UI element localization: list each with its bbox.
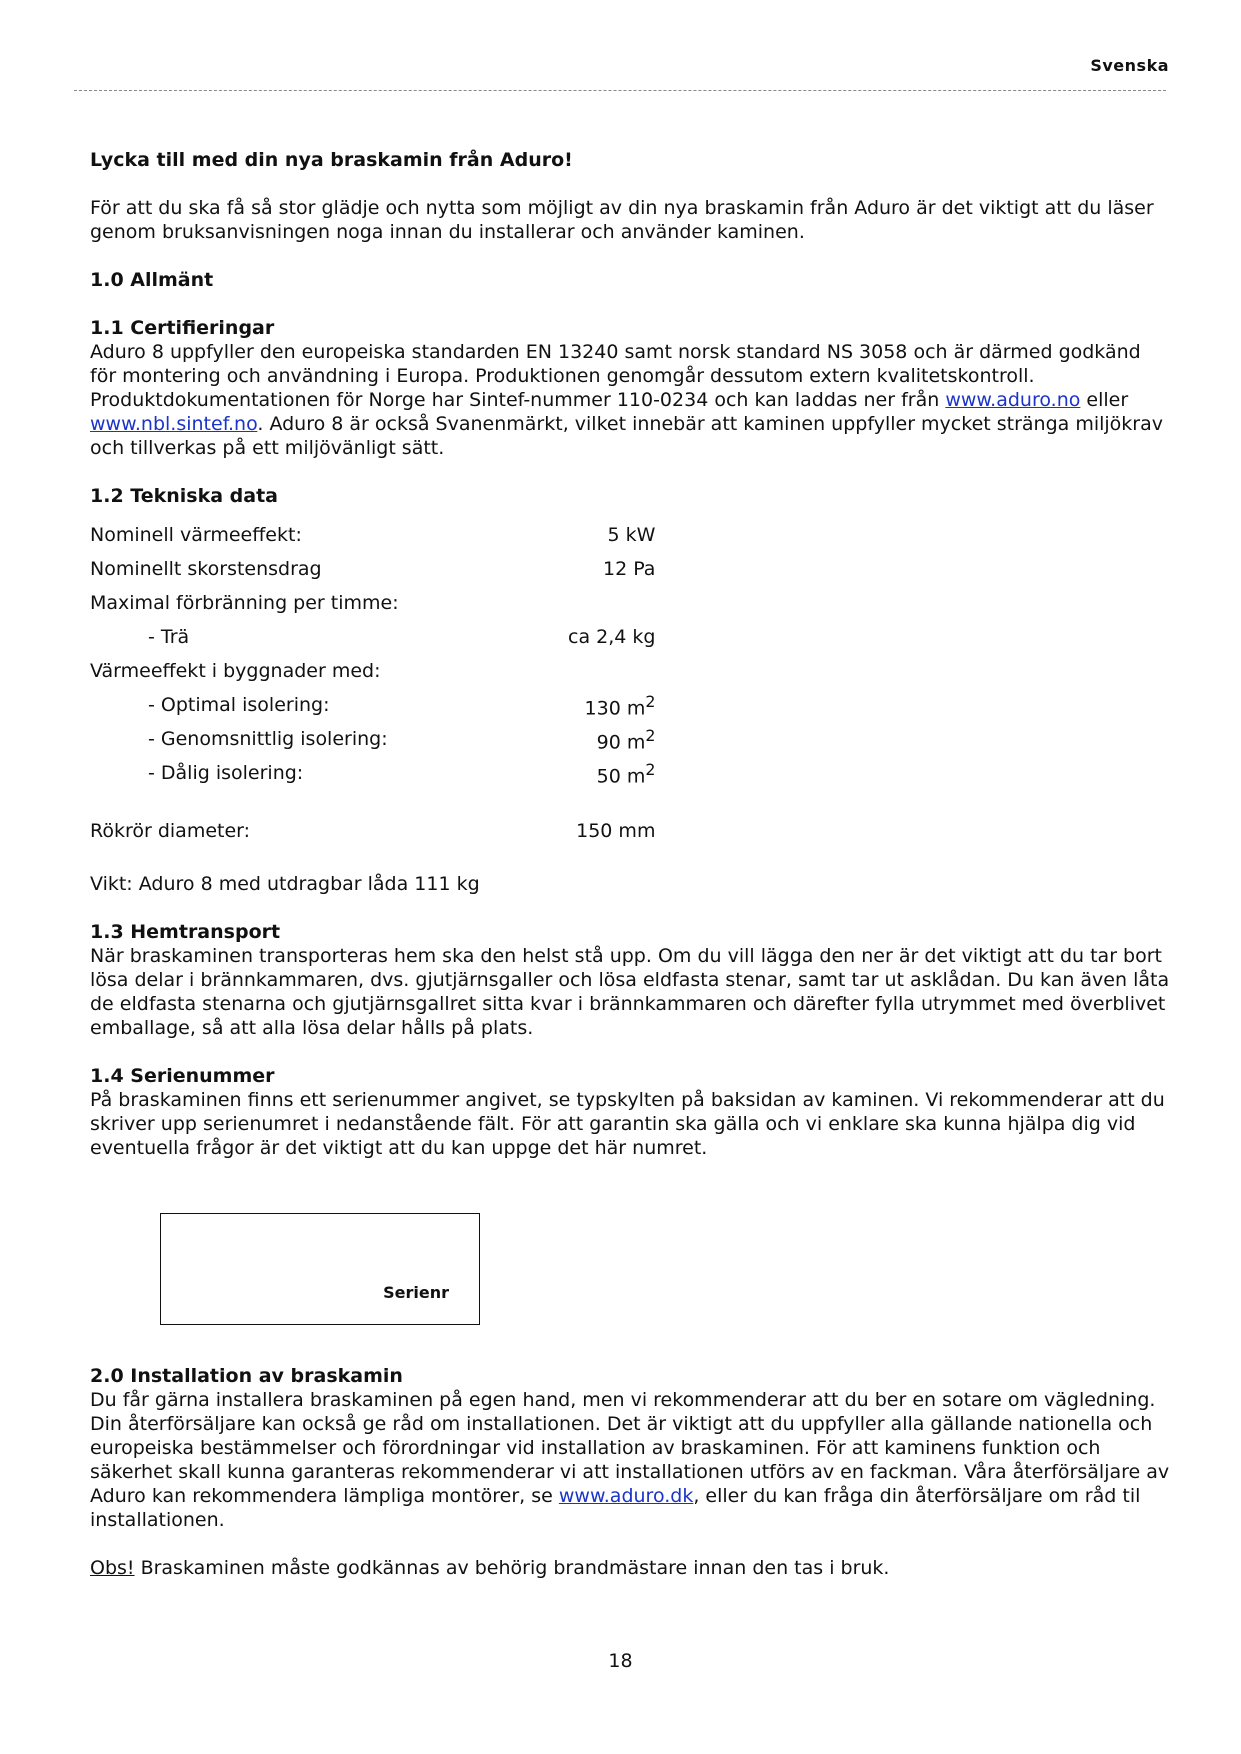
intro-text: För att du ska få så stor glädje och nytta som möjligt av din nya braskamin från Aduro är det viktigt att du läser genom bruksanvisningen noga innan du installerar och använder kaminen. [90,197,1154,243]
installation-section [90,1364,1170,1580]
value-superscript: 2 [645,759,656,779]
section-2-heading: 2.0 Installation av braskamin [90,1365,403,1387]
intro-title: Lycka till med din nya braskamin från Aduro! [90,149,573,171]
table-row [90,722,655,756]
value-text: 130 m [584,697,646,720]
obs-label: Obs! [90,1557,135,1579]
weight-text: Vikt: Aduro 8 med utdragbar låda 111 kg [90,873,480,895]
install-text-b: , eller du kan fråga din återförsäljare om råd til installationen. [90,1485,1141,1531]
table-row [90,518,655,552]
section-1-heading: 1.0 Allmänt [90,269,214,291]
table-row [90,552,655,586]
row-label: - Genomsnittlig isolering: [148,728,388,750]
cert-text-a: Aduro 8 uppfyller den europeiska standarden EN 13240 samt norsk standard NS 3058 och är därmed godkänd för montering och användning i Europa. Produktionen genomgår dessutom extern kvalitetskontroll. Produktdokumentationen för Norge har Sintef-nummer 110-0234 och kan laddas ner från [90,341,1141,411]
row-value: 150 mm [576,820,656,842]
obs-note [90,1556,1170,1580]
section-1-3-text: När braskaminen transporteras hem ska den helst stå upp. Om du vill lägga den ner är det viktigt att du tar bort lösa delar i brännkammaren, dvs. gjutjärnsgaller och lösa eldfasta stenar, samt tar ut asklådan. Du kan även låta de eldfasta stenarna och gjutjärnsgallret sitta kvar i brännkammaren och därefter fylla utrymmet med överblivet emballage, så att alla lösa delar hålls på plats. [90,945,1170,1039]
section-1-1-text [90,340,1170,460]
row-value [568,586,655,620]
section-1-3-heading: 1.3 Hemtransport [90,921,281,943]
cert-text-b: eller [1080,389,1129,411]
row-label: - Dålig isolering: [148,762,304,784]
install-text-a: Du får gärna installera braskaminen på egen hand, men vi rekommenderar att du ber en sotare om vägledning. Din återförsäljare kan också ge råd om installationen. Det är viktigt att du uppfyller alla gällande nationella och europeiska bestämmelser och förordningar vid installation av braskaminen. För att kaminens funktion och säkerhet skall kunna garanteras rekommenderar vi att installationen utförs av en fackman. Våra återförsäljare av Aduro kan rekommendera lämpliga montörer, se [90,1389,1170,1507]
row-label: Nominell värmeeffekt: [90,524,302,546]
row-label: Värmeeffekt i byggnader med: [90,660,381,682]
row-value: ca 2,4 kg [568,626,656,648]
table-row [90,586,655,620]
row-label: - Optimal isolering: [148,694,330,716]
header-language: Svenska [1090,56,1169,75]
value-text: 90 m [596,731,646,754]
serial-number-box [160,1213,480,1325]
technical-data-table [90,518,655,848]
table-row [90,620,655,654]
link-nbl-sintef[interactable]: www.nbl.sintef.no [90,413,258,435]
table-spacer [90,790,655,814]
value-superscript: 2 [645,691,656,711]
obs-text: Braskaminen måste godkännas av behörig brandmästare innan den tas i bruk. [134,1557,890,1579]
value-text: 50 m [596,765,646,788]
page-number: 18 [608,1650,633,1672]
row-value [568,756,655,790]
header-divider [74,90,1166,91]
row-value: 5 kW [607,524,656,546]
serial-number-label: Serienr [383,1283,449,1302]
section-1-1-heading: 1.1 Certifieringar [90,317,275,339]
row-label: Rökrör diameter: [90,820,251,842]
row-label: Maximal förbränning per timme: [90,592,399,614]
document-body [90,148,1170,1160]
row-value: 12 Pa [602,558,656,580]
link-aduro-dk[interactable]: www.aduro.dk [558,1485,694,1507]
section-1-4-text: På braskaminen finns ett serienummer angivet, se typskylten på baksidan av kaminen. Vi rekommenderar att du skriver upp serienumret i nedanstående fält. För att garantin ska gälla och vi enklare ska kunna hjälpa dig vid eventuella frågor är det viktigt att du kan uppge det här numret. [90,1089,1165,1159]
table-row [90,756,655,790]
table-row [90,654,655,688]
link-aduro-no[interactable]: www.aduro.no [945,389,1081,411]
section-1-4-heading: 1.4 Serienummer [90,1065,275,1087]
table-row [90,814,655,848]
row-value [568,654,655,688]
row-value [568,688,655,722]
section-1-2-heading: 1.2 Tekniska data [90,485,278,507]
row-label: - Trä [148,626,190,648]
cert-text-c: . Aduro 8 är också Svanenmärkt, vilket innebär att kaminen uppfyller mycket stränga miljökrav och tillverkas på ett miljövänligt sätt. [90,413,1164,459]
row-label: Nominellt skorstensdrag [90,558,322,580]
section-2-text [90,1388,1170,1532]
row-value [568,722,655,756]
value-superscript: 2 [645,725,656,745]
table-row [90,688,655,722]
